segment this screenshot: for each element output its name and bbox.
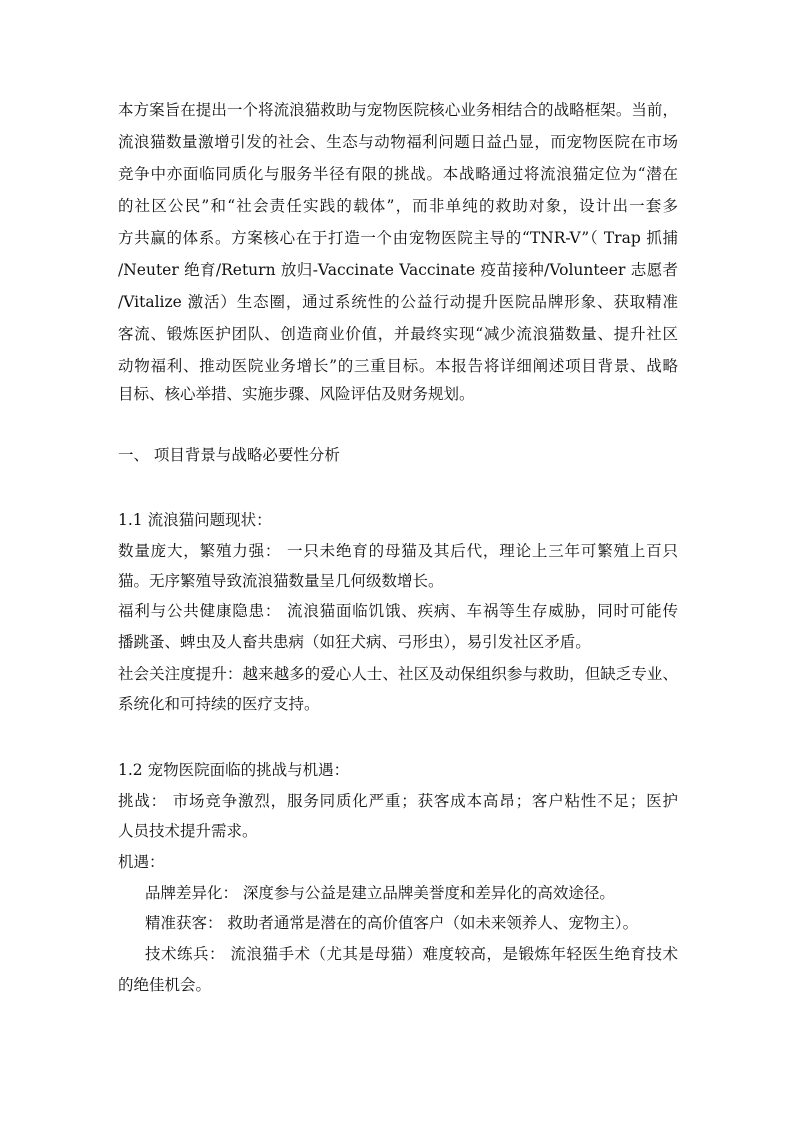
body-line: 猫。无序繁殖导致流浪猫数量呈几何级数增长。 [118,572,444,590]
opportunity-item: 品牌差异化： 深度参与公益是建立品牌美誉度和差异化的高效途径。 [145,884,615,902]
body-line: 的绝佳机会。 [118,976,212,994]
body-line: 人员技术提升需求。 [118,822,258,840]
body-line: 播跳蚤、蜱虫及人畜共患病（如狂犬病、弓形虫），易引发社区矛盾。 [118,633,591,651]
intro-line: 目标、核心举措、实施步骤、风险评估及财务规划。 [118,385,475,403]
body-line: 系统化和可持续的医疗支持。 [118,695,320,713]
intro-line: 流浪猫数量激增引发的社会、生态与动物福利问题日益凸显，而宠物医院在市场 [118,133,678,151]
subsection-title: 1.2 宠物医院面临的挑战与机遇： [118,761,350,779]
intro-line: 方共赢的体系。方案核心在于打造一个由宠物医院主导的“TNR-V”（ Trap 抓捕 [118,229,678,247]
intro-line: 客流、锻炼医护团队、创造商业价值，并最终实现“减少流浪猫数量、提升社区 [118,325,678,343]
subsection-title: 1.1 流浪猫问题现状： [118,511,272,529]
body-line: 社会关注度提升：越来越多的爱心人士、社区及动保组织参与救助，但缺乏专业、 [118,665,678,683]
body-line: 福利与公共健康隐患： 流浪猫面临饥饿、疾病、车祸等生存威胁，同时可能传 [118,602,678,620]
intro-line: 本方案旨在提出一个将流浪猫救助与宠物医院核心业务相结合的战略框架。当前， [118,101,678,119]
body-line: 挑战： 市场竞争激烈，服务同质化严重；获客成本高昂；客户粘性不足；医护 [118,792,678,810]
intro-line: 动物福利、推动医院业务增长”的三重目标。本报告将详细阐述项目背景、战略 [118,357,678,375]
opportunity-item: 精准获客： 救助者通常是潜在的高价值客户（如未来领养人、宠物主）。 [145,914,639,932]
body-line: 数量庞大，繁殖力强： 一只未绝育的母猫及其后代，理论上三年可繁殖上百只 [118,542,678,560]
intro-line: /Neuter 绝育/Return 放归-Vaccinate Vaccinate 疫苗接种/Volunteer 志愿者 [118,261,678,279]
intro-line: 的社区公民”和“社会责任实践的载体”，而非单纯的救助对象，设计出一套多 [118,197,678,215]
intro-line: 竞争中亦面临同质化与服务半径有限的挑战。本战略通过将流浪猫定位为“潜在 [118,165,678,183]
section-heading: 一、 项目背景与战略必要性分析 [118,446,340,464]
body-line: 机遇： [118,853,165,871]
opportunity-item: 技术练兵： 流浪猫手术（尤其是母猫）难度较高，是锻炼年轻医生绝育技术 [145,945,678,963]
intro-line: /Vitalize 激活）生态圈，通过系统性的公益行动提升医院品牌形象、获取精准 [118,293,678,311]
